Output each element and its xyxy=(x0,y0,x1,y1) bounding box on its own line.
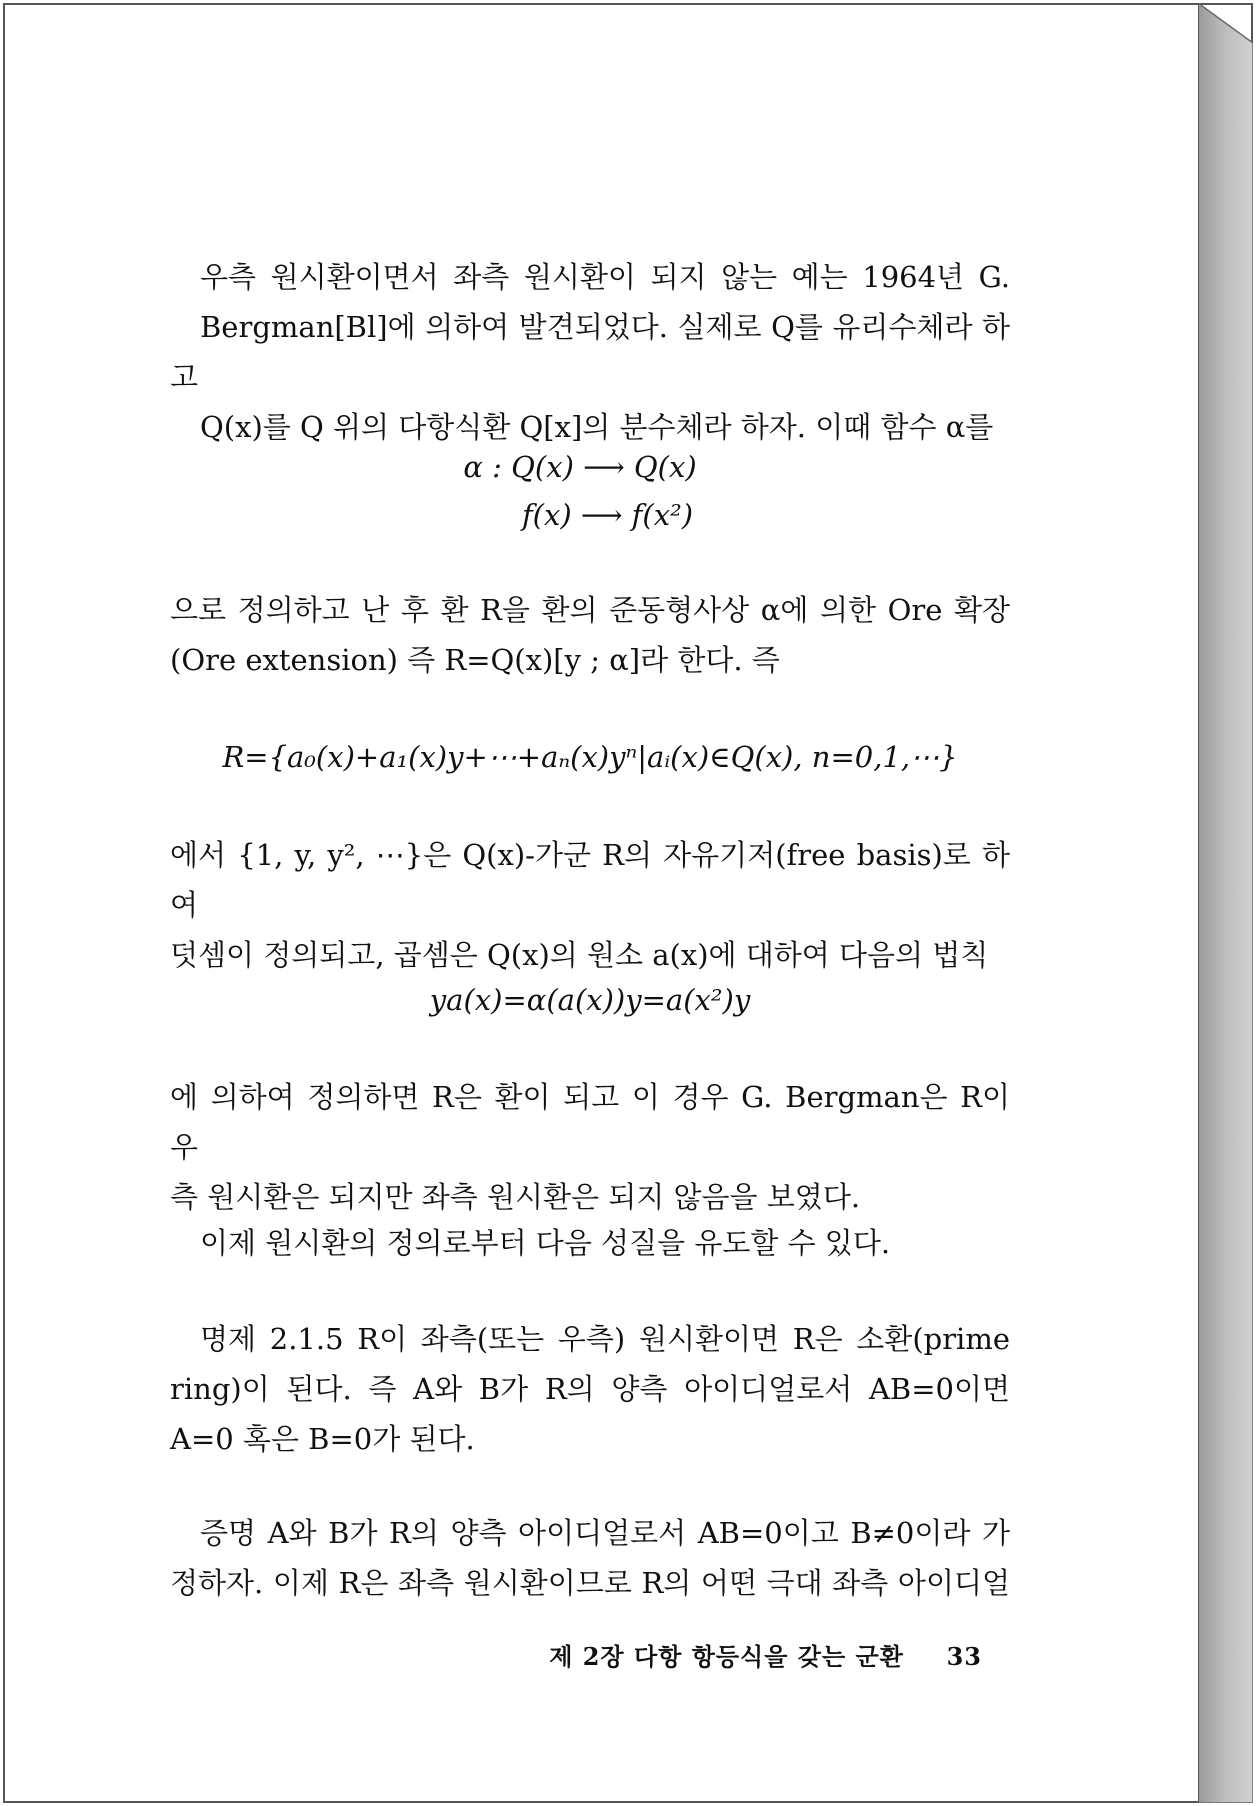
proposition-2-1-5 xyxy=(170,1314,1010,1464)
proof-paragraph xyxy=(170,1508,1010,1608)
equation-line: α : Q(x) ⟶ Q(x) xyxy=(463,450,697,484)
text-line: Bergman[Bl]에 의하여 발견되었다. 실제로 Q를 유리수체라 하고 xyxy=(170,310,1010,394)
equation-ring-definition xyxy=(170,732,1010,782)
text-line: (Ore extension) 즉 R=Q(x)[y ; α]라 한다. 즉 xyxy=(170,643,780,677)
page-number: 33 xyxy=(946,1642,982,1671)
page-footer xyxy=(170,1632,982,1682)
text-line: 덧셈이 정의되고, 곱셈은 Q(x)의 원소 a(x)에 대하여 다음의 법칙 xyxy=(170,938,989,972)
text-line: 우측 원시환이면서 좌측 원시환이 되지 않는 예는 1964년 G. xyxy=(200,260,1010,294)
text-line: 으로 정의하고 난 후 환 R을 환의 준동형사상 α에 의한 Ore 확장 xyxy=(170,593,1010,627)
text-line: 증명 A와 B가 R의 양측 아이디얼로서 AB=0이고 B≠0이라 가 xyxy=(200,1516,1010,1550)
text-line: A=0 혹은 B=0가 된다. xyxy=(170,1422,475,1456)
equation-line: R={a₀(x)+a₁(x)y+⋯+aₙ(x)yⁿ|aᵢ(x)∈Q(x), n=0,1,⋯} xyxy=(222,740,958,774)
text-line: 이제 원시환의 정의로부터 다음 성질을 유도할 수 있다. xyxy=(200,1226,891,1260)
equation-alpha-map xyxy=(170,443,1010,539)
book-page-edge xyxy=(1198,3,1253,1803)
text-line: ring)이 된다. 즉 A와 B가 R의 양측 아이디얼로서 AB=0이면 xyxy=(170,1372,1010,1406)
equation-line: ya(x)=α(a(x))y=a(x²)y xyxy=(429,983,751,1017)
paragraph-ore-extension xyxy=(170,585,1010,685)
running-head: 제 2장 다항 항등식을 갖는 군환 xyxy=(549,1642,904,1671)
text-line: 정하자. 이제 R은 좌측 원시환이므로 R의 어떤 극대 좌측 아이디얼 xyxy=(170,1566,1010,1600)
equation-multiplication-rule xyxy=(170,975,1010,1025)
text-line: 명제 2.1.5 R이 좌측(또는 우측) 원시환이면 R은 소환(prime xyxy=(200,1322,1010,1356)
text-line: 측 원시환은 되지만 좌측 원시환은 되지 않음을 보였다. xyxy=(170,1180,861,1214)
paragraph-derive-property xyxy=(170,1218,1010,1268)
paragraph-bergman-result xyxy=(170,1072,1010,1222)
paragraph-free-basis xyxy=(170,830,1010,980)
text-line: 에 의하여 정의하면 R은 환이 되고 이 경우 G. Bergman은 R이 우 xyxy=(170,1080,1010,1164)
equation-line: f(x) ⟶ f(x²) xyxy=(521,498,694,532)
text-line: Q(x)를 Q 위의 다항식환 Q[x]의 분수체라 하자. 이때 함수 α를 xyxy=(200,410,994,444)
paragraph-bergman-example xyxy=(170,252,1010,452)
text-line: 에서 {1, y, y², ⋯}은 Q(x)-가군 R의 자유기저(free basis)로 하여 xyxy=(170,838,1010,922)
